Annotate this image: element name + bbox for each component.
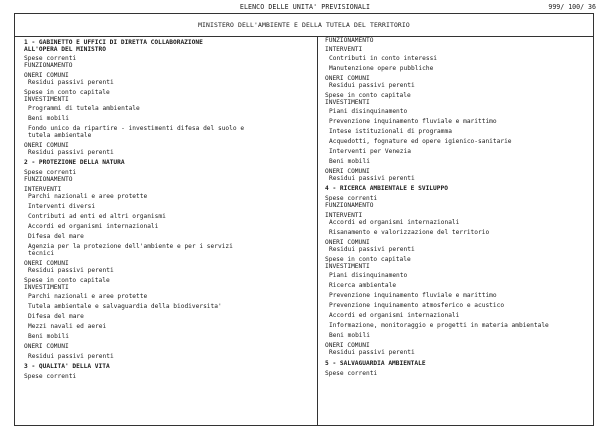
line-item: Residui passivi perenti [329,175,415,182]
column-divider [317,36,318,426]
section-heading: 2 - PROTEZIONE DELLA NATURA [24,159,125,166]
category-label: FUNZIONAMENTO [24,176,73,183]
line-item: Mezzi navali ed aerei [28,323,107,330]
line-item: Interventi diversi [28,203,96,210]
category-label: ONERI COMUNI [325,239,370,246]
line-item: Accordi ed organismi internazionali [28,223,159,230]
line-item: Accordi ed organismi internazionali [329,312,460,319]
line-item: Prevenzione inquinamento fluviale e marittimo [329,118,497,125]
line-item: Intese istituzionali di programma [329,128,452,135]
line-item: tutela ambientale [28,132,92,139]
category-label: ONERI COMUNI [24,343,69,350]
line-item: Programmi di tutela ambientale [28,105,140,112]
line-item: Manutenzione opere pubbliche [329,65,434,72]
section-heading: 4 - RICERCA AMBIENTALE E SVILUPPO [325,185,448,192]
category-label: FUNZIONAMENTO [24,62,73,69]
category-label: Spese in conto capitale [24,89,110,96]
line-item: Parchi nazionali e aree protette [28,293,148,300]
category-label: FUNZIONAMENTO [325,37,374,44]
category-label: ONERI COMUNI [325,168,370,175]
ministry-heading: MINISTERO DELL'AMBIENTE E DELLA TUTELA DEL TERRITORIO [15,14,593,37]
line-item: Residui passivi perenti [28,79,114,86]
line-item: Beni mobili [329,332,370,339]
line-item: Beni mobili [28,115,69,122]
category-label: INVESTIMENTI [24,284,69,291]
category-label: Spese correnti [24,373,77,380]
line-item: Parchi nazionali e aree protette [28,193,148,200]
document-frame [14,13,594,426]
line-item: Difesa del mare [28,313,84,320]
line-item: Accordi ed organismi internazionali [329,219,460,226]
line-item: Interventi per Venezia [329,148,411,155]
category-label: INTERVENTI [325,46,363,53]
category-label: ONERI COMUNI [24,260,69,267]
section-heading: ALL'OPERA DEL MINISTRO [24,46,106,53]
line-item: Prevenzione inquinamento atmosferico e acustico [329,302,505,309]
line-item: Fondo unico da ripartire - investimenti difesa del suolo e [28,125,245,132]
category-label: INTERVENTI [325,212,363,219]
category-label: Spese correnti [325,370,378,377]
line-item: tecnici [28,250,55,257]
line-item: Residui passivi perenti [329,349,415,356]
line-item: Residui passivi perenti [329,246,415,253]
document-title: ELENCO DELLE UNITA' PREVISIONALI [239,3,371,11]
category-label: Spese in conto capitale [24,277,110,284]
page-number: 999/ 100/ 36 [548,3,596,11]
line-item: Residui passivi perenti [28,267,114,274]
category-label: ONERI COMUNI [325,342,370,349]
line-item: Difesa del mare [28,233,84,240]
line-item: Ricerca ambientale [329,282,397,289]
line-item: Informazione, monitoraggio e progetti in materia ambientale [329,322,549,329]
line-item: Risanamento e valorizzazione del territorio [329,229,490,236]
category-label: ONERI COMUNI [24,142,69,149]
line-item: Piani disinquinamento [329,272,408,279]
line-item: Beni mobili [28,333,69,340]
category-label: ONERI COMUNI [24,72,69,79]
category-label: Spese in conto capitale [325,92,411,99]
category-label: INVESTIMENTI [24,96,69,103]
category-label: Spese correnti [24,169,77,176]
line-item: Beni mobili [329,158,370,165]
category-label: INTERVENTI [24,186,62,193]
category-label: ONERI COMUNI [325,75,370,82]
line-item: Agenzia per la protezione dell'ambiente e per i servizi [28,243,233,250]
line-item: Contributi ad enti ed altri organismi [28,213,166,220]
line-item: Piani disinquinamento [329,108,408,115]
line-item: Acquedotti, fognature ed opere igienico-sanitarie [329,138,512,145]
section-heading: 3 - QUALITA' DELLA VITA [24,363,110,370]
page-header [0,3,610,13]
line-item: Residui passivi perenti [28,149,114,156]
category-label: INVESTIMENTI [325,99,370,106]
category-label: Spese correnti [24,55,77,62]
line-item: Residui passivi perenti [329,82,415,89]
section-heading: 1 - GABINETTO E UFFICI DI DIRETTA COLLABORAZIONE [24,39,203,46]
line-item: Tutela ambientale e salvaguardia della biodiversita' [28,303,222,310]
category-label: Spese in conto capitale [325,256,411,263]
line-item: Prevenzione inquinamento fluviale e marittimo [329,292,497,299]
line-item: Residui passivi perenti [28,353,114,360]
section-heading: 5 - SALVAGUARDIA AMBIENTALE [325,360,426,367]
category-label: INVESTIMENTI [325,263,370,270]
category-label: FUNZIONAMENTO [325,202,374,209]
line-item: Contributi in conto interessi [329,55,438,62]
category-label: Spese correnti [325,195,378,202]
